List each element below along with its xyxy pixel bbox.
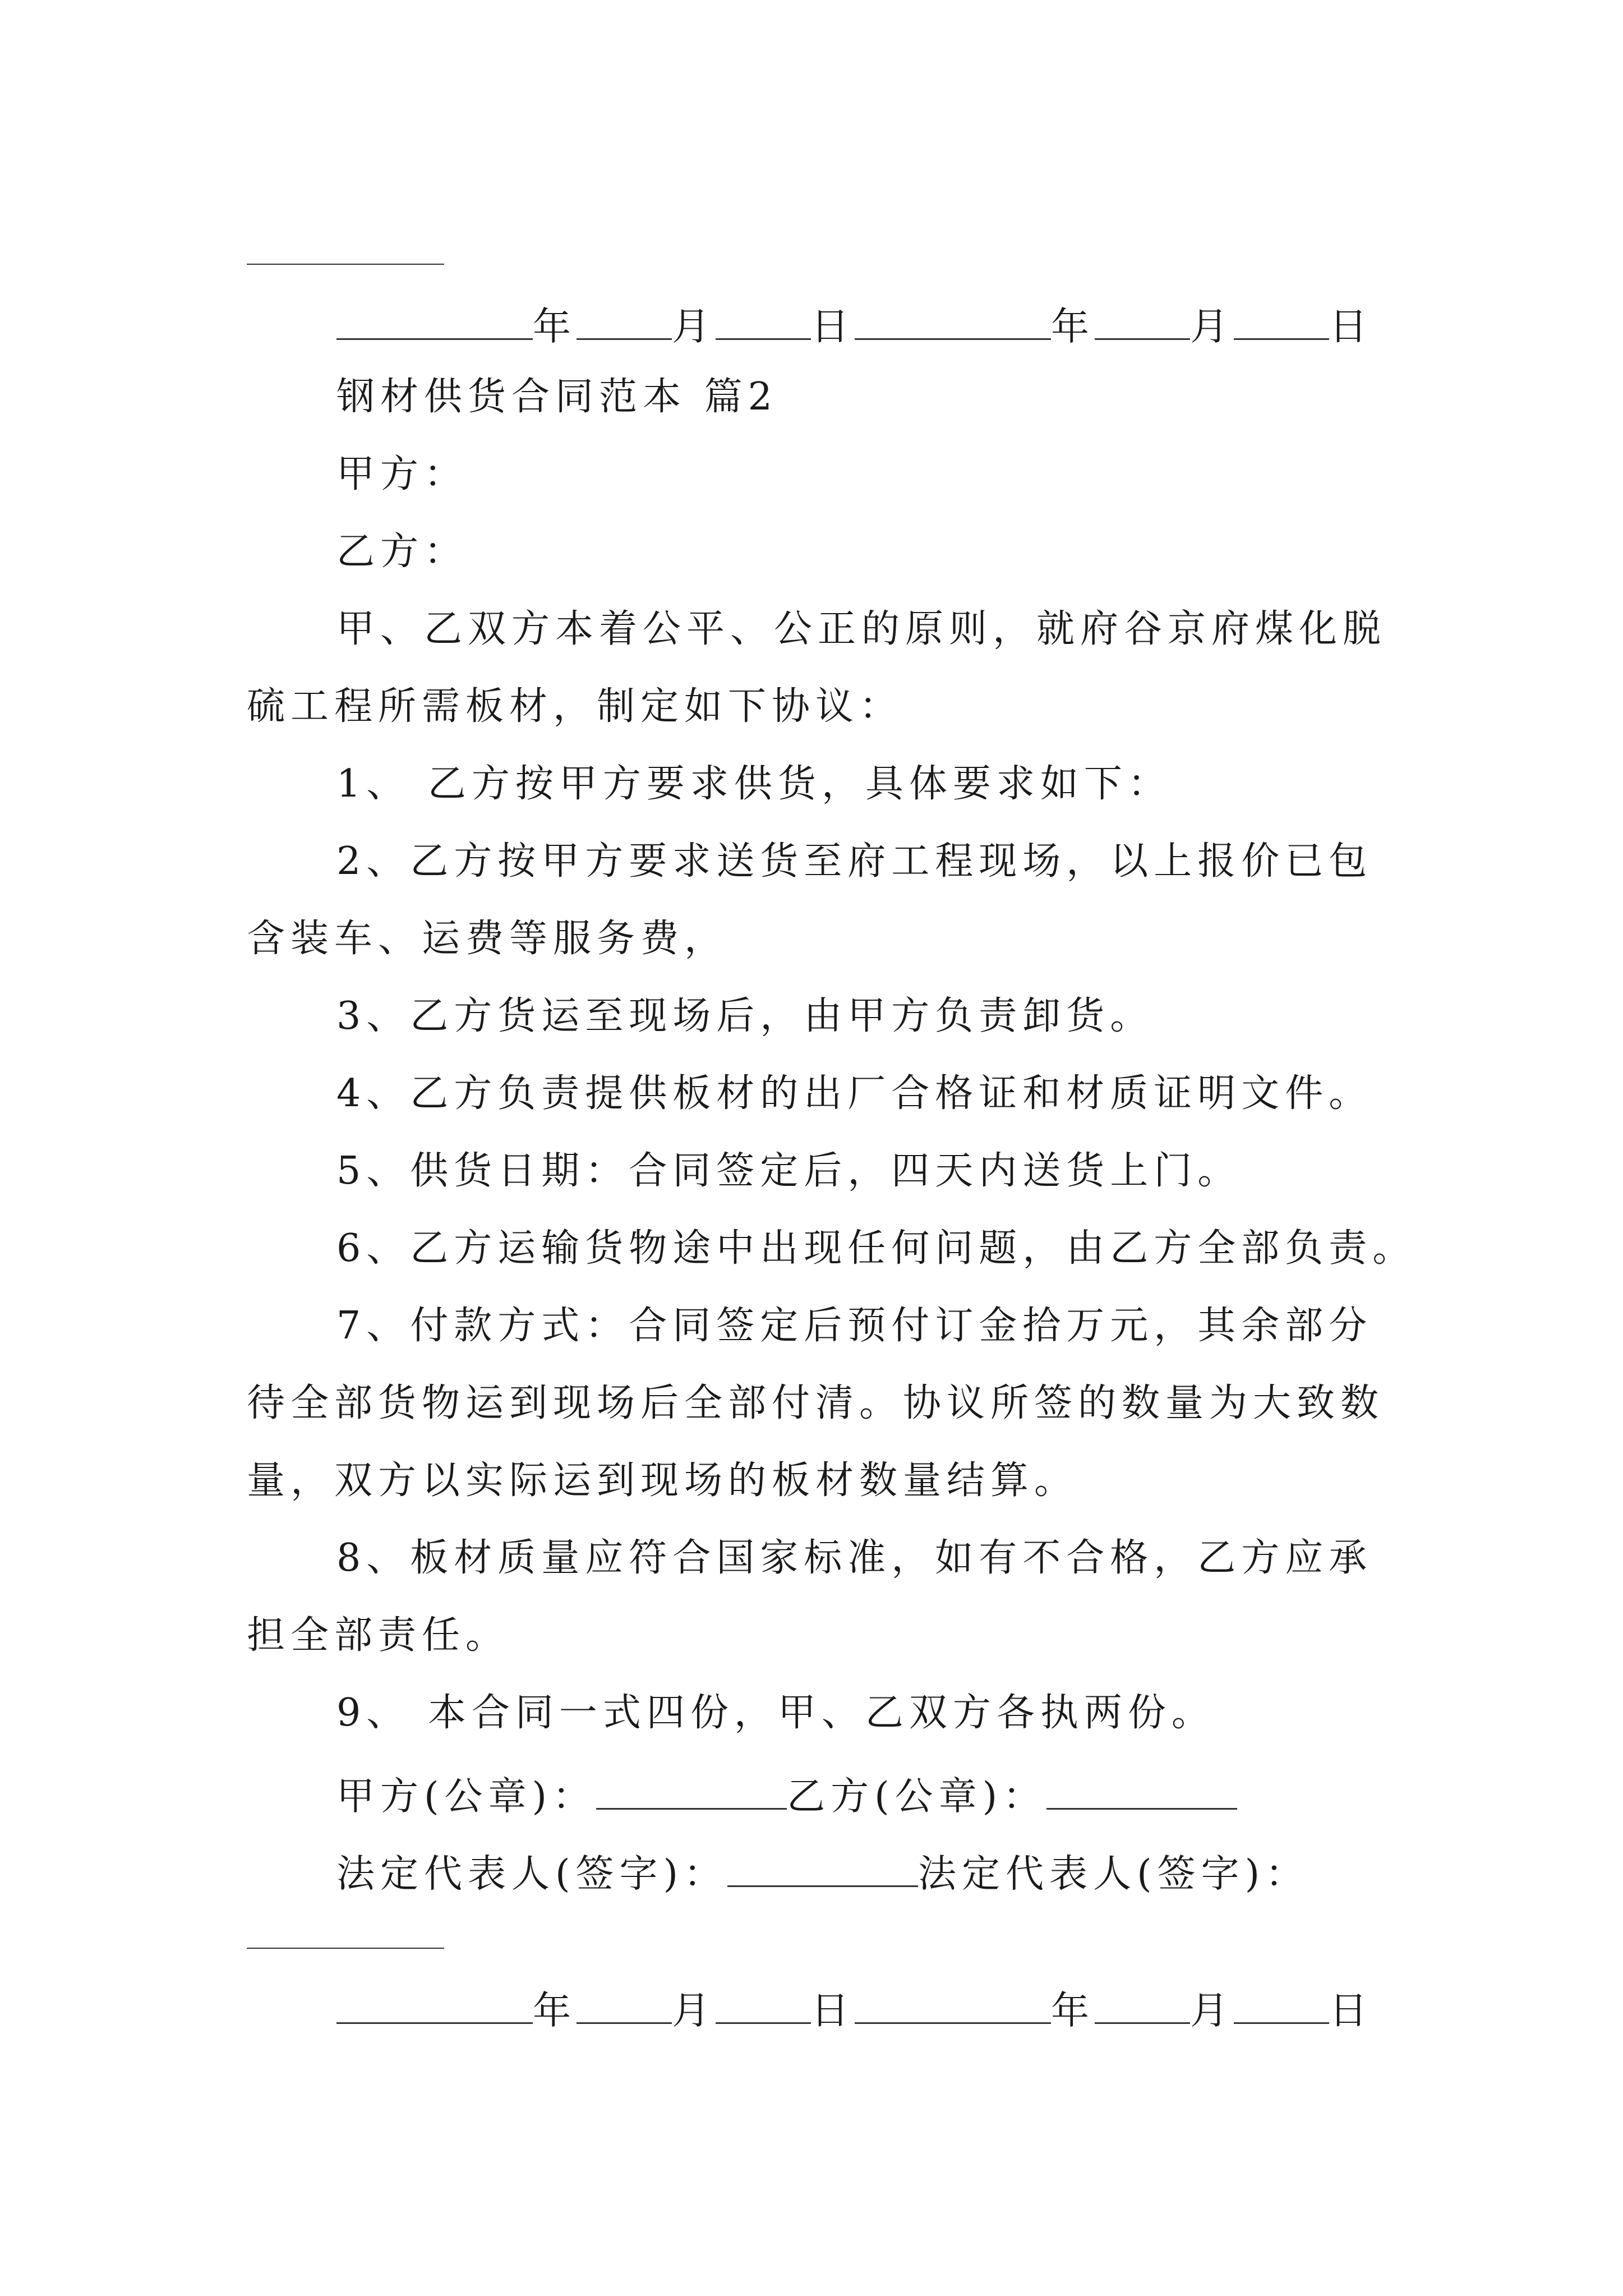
year-label: 年: [533, 1989, 577, 2033]
year-blank[interactable]: [855, 1986, 1051, 2024]
intro-line-2: 硫工程所需板材，制定如下协议：: [247, 684, 903, 729]
clause-8-line-2: 担全部责任。: [247, 1613, 510, 1658]
party-b-seal-blank[interactable]: [1046, 1772, 1237, 1810]
date-row-bottom: [336, 1986, 1373, 2031]
year-label: 年: [1051, 305, 1095, 349]
month-blank[interactable]: [577, 302, 672, 340]
day-label: 日: [811, 1989, 855, 2033]
party-a-seal-blank[interactable]: [596, 1772, 787, 1810]
signature-continuation-line-top: [247, 264, 444, 265]
month-blank[interactable]: [577, 1986, 672, 2024]
clause-4: 4、乙方负责提供板材的出厂合格证和材质证明文件。: [336, 1071, 1373, 1116]
clause-7-line-3: 量，双方以实际运到现场的板材数量结算。: [247, 1458, 1078, 1503]
year-blank[interactable]: [855, 302, 1051, 340]
clause-2-line-2: 含装车、运费等服务费，: [247, 917, 728, 961]
month-label: 月: [1190, 305, 1234, 349]
year-label: 年: [533, 305, 577, 349]
clause-9: 9、 本合同一式四份，甲、乙双方各执两份。: [336, 1691, 1215, 1735]
party-a-label: 甲方：: [336, 452, 468, 496]
rep-a-label: 法定代表人(签字)：: [336, 1852, 728, 1897]
clause-1: 1、 乙方按甲方要求供货，具体要求如下：: [336, 762, 1172, 806]
day-label: 日: [811, 305, 855, 349]
clause-2-line-1: 2、乙方按甲方要求送货至府工程现场，以上报价已包: [336, 839, 1373, 884]
clause-5: 5、供货日期：合同签定后，四天内送货上门。: [336, 1149, 1242, 1193]
section-title: 钢材供货合同范本 篇2: [336, 375, 778, 419]
day-blank[interactable]: [1234, 1986, 1329, 2024]
month-label: 月: [1190, 1989, 1234, 2033]
party-b-label: 乙方：: [336, 530, 468, 574]
day-blank[interactable]: [716, 302, 811, 340]
month-blank[interactable]: [1095, 1986, 1190, 2024]
clause-3: 3、乙方货运至现场后，由甲方负责卸货。: [336, 994, 1154, 1038]
day-label: 日: [1329, 305, 1373, 349]
representative-row: [336, 1849, 1310, 1897]
rep-b-label: 法定代表人(签字)：: [918, 1852, 1310, 1897]
party-a-seal-label: 甲方(公章)：: [336, 1774, 597, 1819]
clause-6: 6、乙方运输货物途中出现任何问题，由乙方全部负责。: [336, 1226, 1417, 1271]
clause-8-line-1: 8、板材质量应符合国家标准，如有不合格，乙方应承: [336, 1536, 1373, 1580]
year-blank[interactable]: [336, 1986, 533, 2024]
day-blank[interactable]: [716, 1986, 811, 2024]
day-label: 日: [1329, 1989, 1373, 2033]
date-row-top: [336, 302, 1373, 347]
intro-line-1: 甲、乙双方本着公平、公正的原则，就府谷京府煤化脱: [336, 607, 1387, 651]
month-label: 月: [672, 305, 716, 349]
year-blank[interactable]: [336, 302, 533, 340]
year-label: 年: [1051, 1989, 1095, 2033]
rep-a-blank[interactable]: [727, 1849, 918, 1887]
clause-7-line-2: 待全部货物运到现场后全部付清。协议所签的数量为大致数: [247, 1381, 1385, 1425]
clause-7-line-1: 7、付款方式：合同签定后预付订金拾万元，其余部分: [336, 1304, 1373, 1348]
day-blank[interactable]: [1234, 302, 1329, 340]
month-label: 月: [672, 1989, 716, 2033]
month-blank[interactable]: [1095, 302, 1190, 340]
signature-continuation-line-bottom: [247, 1948, 444, 1949]
party-b-seal-label: 乙方(公章)：: [787, 1774, 1047, 1819]
seal-row: [336, 1772, 1237, 1819]
